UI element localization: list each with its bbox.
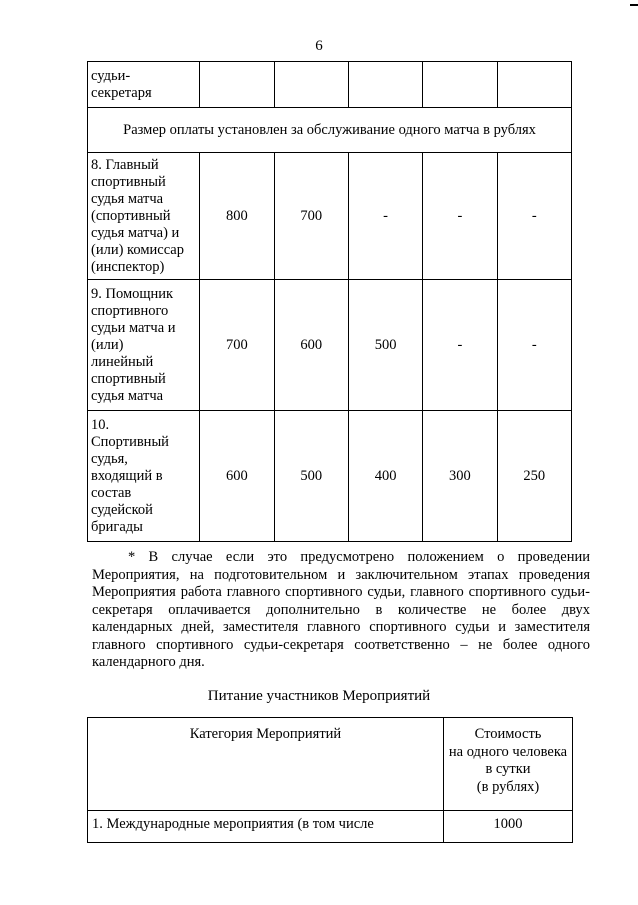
row-label-sports-referee <box>88 411 200 542</box>
value-cell: - <box>423 153 497 280</box>
value-cell: 800 <box>200 153 274 280</box>
column-header-cost <box>444 718 573 811</box>
table-row <box>88 411 572 542</box>
label-line: спортивный <box>91 370 166 387</box>
header-line: в сутки <box>485 761 531 777</box>
value-cell: 700 <box>274 153 348 280</box>
label-line: (спортивный <box>91 207 171 224</box>
header-line: на одного человека <box>448 743 568 760</box>
label-line: спортивного <box>91 302 169 319</box>
label-line: Спортивный <box>91 433 169 450</box>
empty-cell <box>348 62 422 108</box>
section-title: Питание участников Мероприятий <box>207 688 431 704</box>
edge-mark <box>630 4 638 6</box>
footnote-paragraph: * В случае если это предусмотрено положением о проведении Мероприятия, на подготовительном и заключительном этапах проведения Мероприятия работа главного спортивного судьи, главного спортивного судьи-секретаря оплачивается дополнительно в количестве не более двух календарных дней, заместителя главного спортивного судьи и заместителя главного спортивного судьи-секретаря соответственно – не более одного календарного дня. <box>92 549 590 670</box>
payment-basis-caption: Размер оплаты установлен за обслуживание одного матча в рублях <box>88 108 572 153</box>
referee-payment-table <box>87 61 572 542</box>
cost-cell: 1000 <box>444 811 573 843</box>
label-line: судьи матча и <box>91 319 176 336</box>
page-number: 6 <box>315 38 323 54</box>
value-cell: - <box>423 280 497 411</box>
label-line: (или) <box>91 336 124 353</box>
label-line: (инспектор) <box>91 258 165 275</box>
category-cell: 1. Международные мероприятия (в том числе <box>88 811 444 843</box>
empty-cell <box>274 62 348 108</box>
value-cell: 600 <box>200 411 274 542</box>
table-row <box>88 153 572 280</box>
table-row <box>88 811 573 843</box>
label-line: линейный <box>91 353 154 370</box>
label-line: состав <box>91 484 132 501</box>
row-label-chief-referee <box>88 153 200 280</box>
label-line: 10. <box>91 416 110 433</box>
label-line: входящий в <box>91 467 163 484</box>
value-cell: 700 <box>200 280 274 411</box>
table-header-row <box>88 718 573 811</box>
value-cell: 500 <box>348 280 422 411</box>
label-line: спортивный <box>91 173 166 190</box>
label-line: судья матча <box>91 387 164 404</box>
row-label-assistant-referee <box>88 280 200 411</box>
value-cell: 600 <box>274 280 348 411</box>
value-cell: 500 <box>274 411 348 542</box>
label-line: судья, <box>91 450 128 467</box>
empty-cell <box>497 62 571 108</box>
label-line: судьи- <box>91 67 131 84</box>
header-line: Стоимость <box>474 726 542 742</box>
table-row <box>88 108 572 153</box>
row-label-top <box>88 62 200 108</box>
header-line: (в рублях) <box>476 778 540 795</box>
label-line: судья матча <box>91 190 164 207</box>
value-cell: - <box>497 280 571 411</box>
column-header-category: Категория Мероприятий <box>88 718 444 811</box>
label-line: (или) комиссар <box>91 241 184 258</box>
meals-cost-table <box>87 717 573 843</box>
table-row <box>88 280 572 411</box>
label-line: секретаря <box>91 84 152 101</box>
value-cell: 250 <box>497 411 571 542</box>
label-line: 8. Главный <box>91 156 159 173</box>
label-line: судейской <box>91 501 153 518</box>
value-cell: 300 <box>423 411 497 542</box>
table-row <box>88 62 572 108</box>
value-cell: - <box>497 153 571 280</box>
label-line: 9. Помощник <box>91 285 174 302</box>
empty-cell <box>200 62 274 108</box>
empty-cell <box>423 62 497 108</box>
label-line: судья матча) и <box>91 224 180 241</box>
label-line: бригады <box>91 518 143 535</box>
value-cell: - <box>348 153 422 280</box>
value-cell: 400 <box>348 411 422 542</box>
